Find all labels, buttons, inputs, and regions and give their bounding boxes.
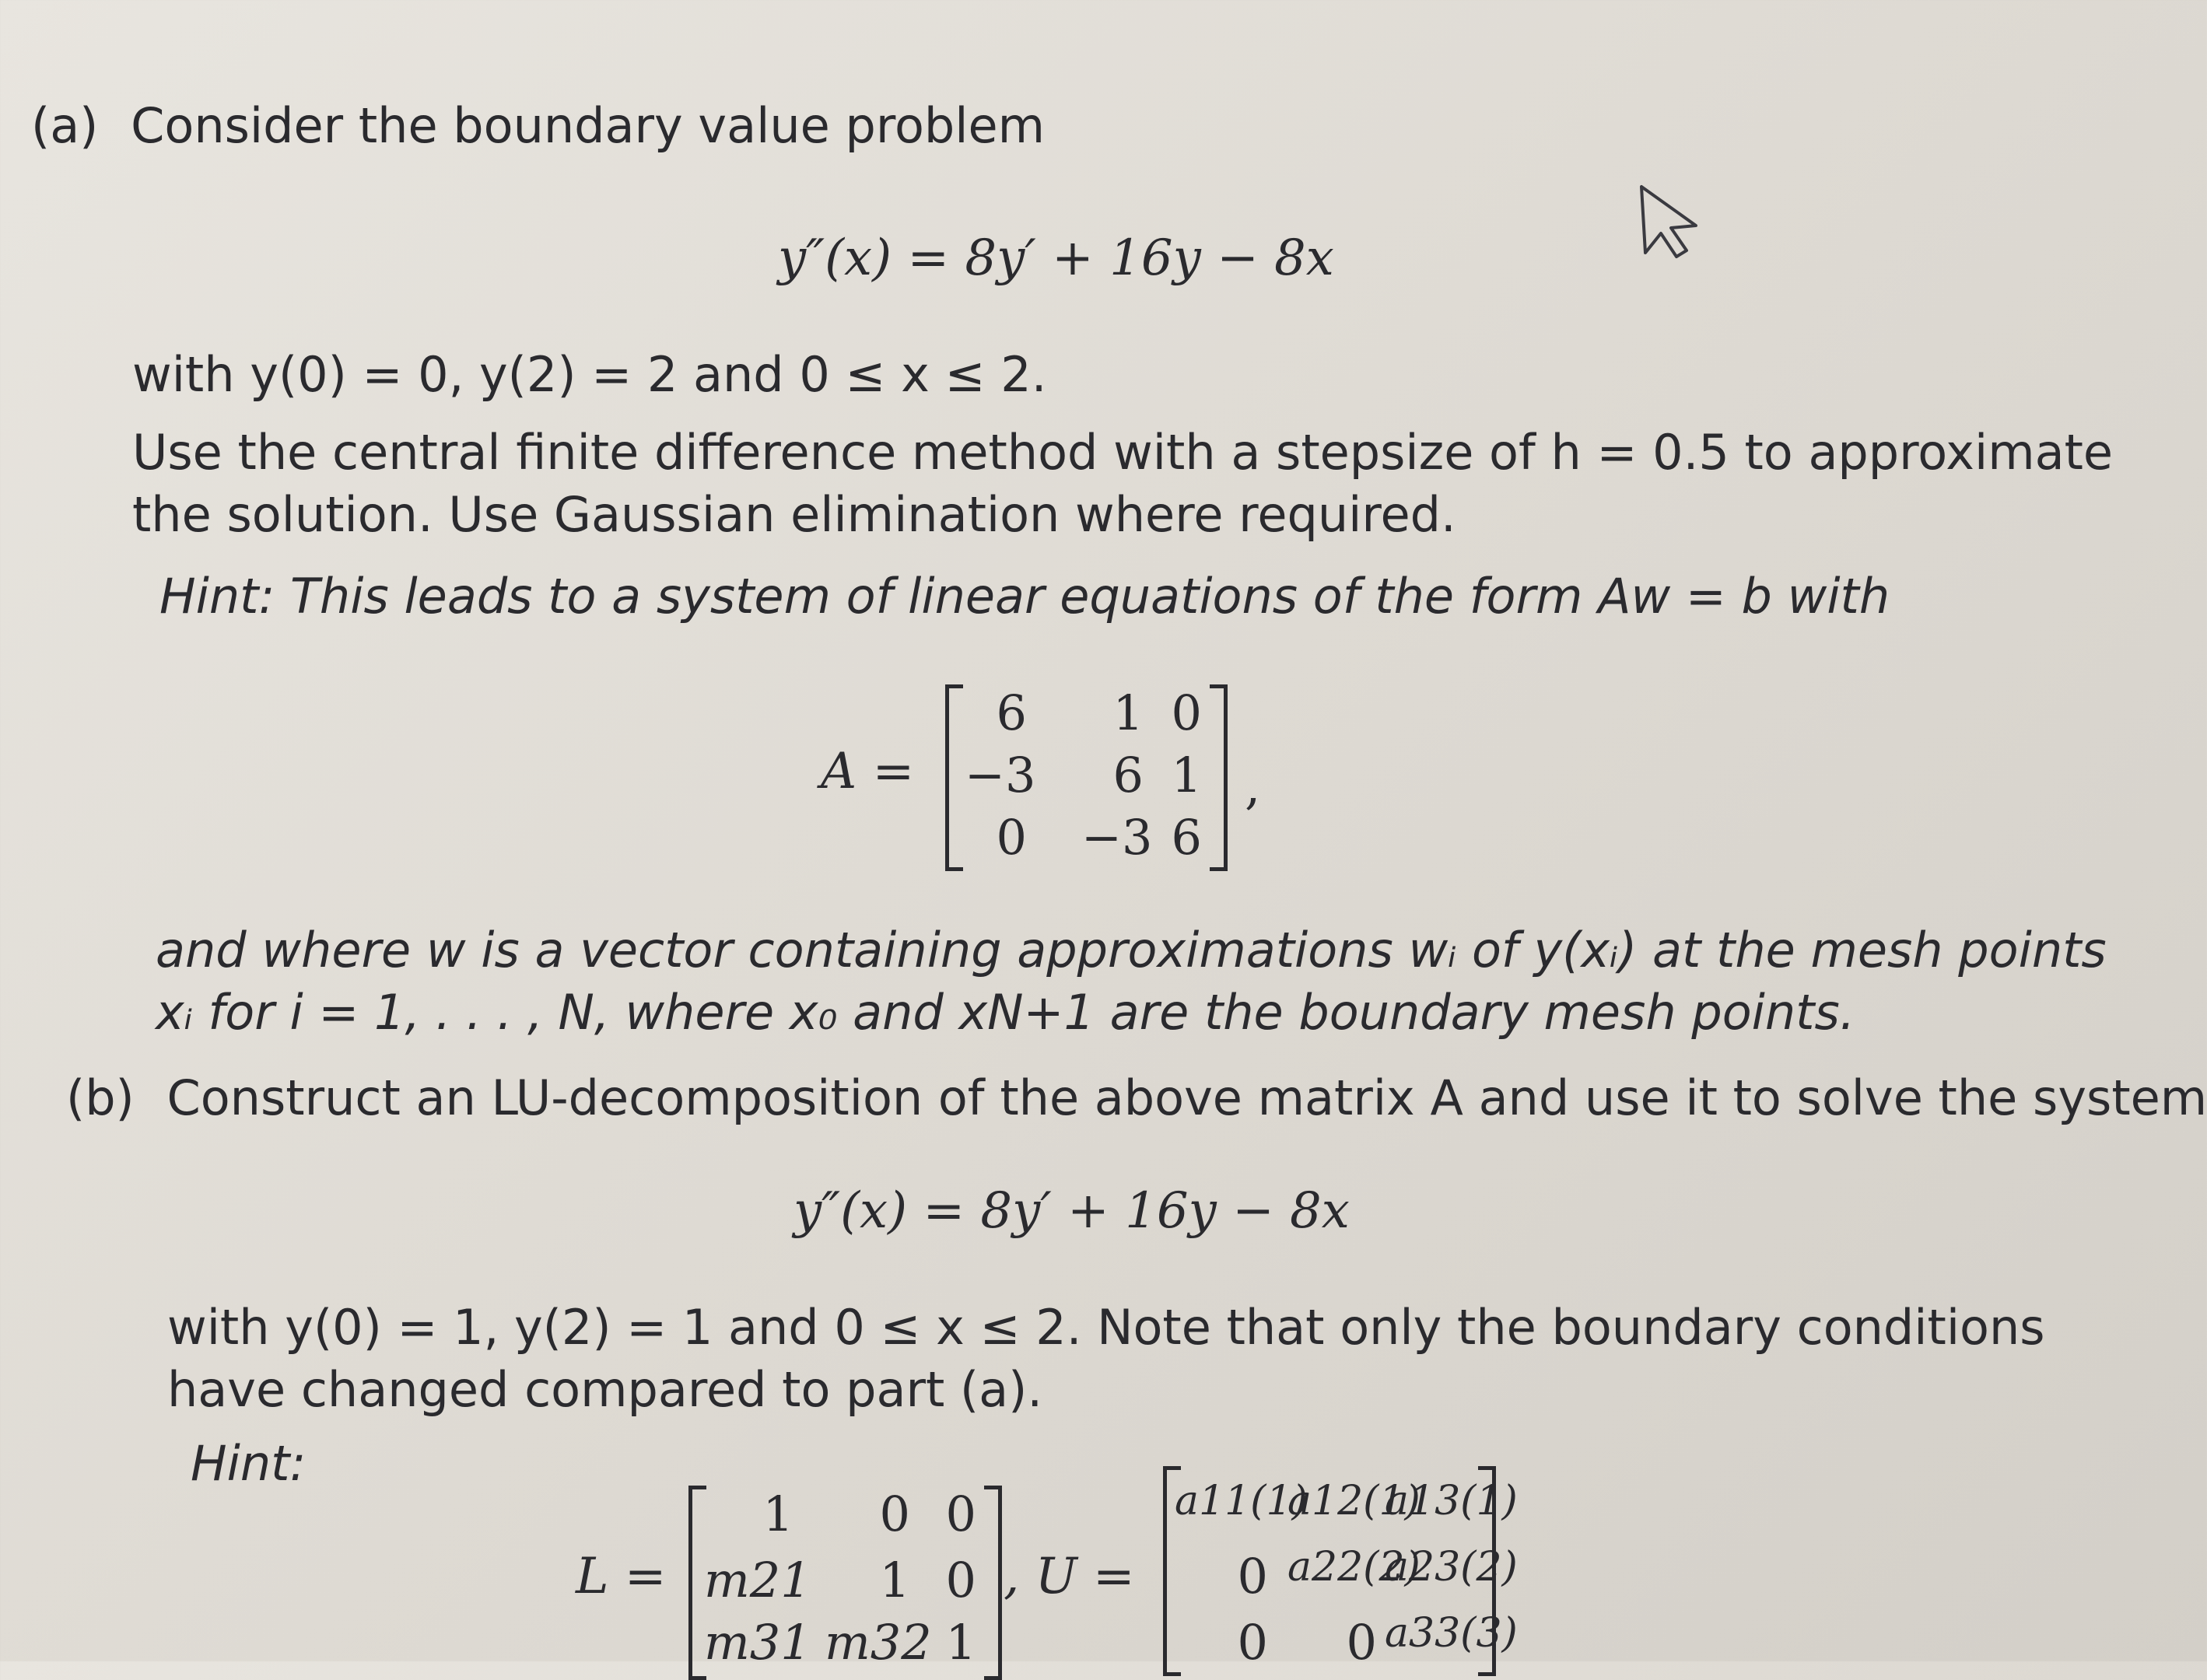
matrix-l-cell: m21 (704, 1552, 811, 1608)
matrix-u-cell: a13(1) (1385, 1478, 1518, 1524)
matrix-l-cell: m31 (704, 1614, 811, 1671)
part-a-hint: Hint: This leads to a system of linear equations of the form Aw = b with (159, 568, 1890, 625)
matrix-u-cell: a33(3) (1385, 1610, 1518, 1657)
part-b-conditions-line2: have changed compared to part (a). (167, 1361, 1043, 1418)
matrix-l-cell: 0 (945, 1486, 976, 1542)
matrix-u-cell: a11(1) (1175, 1478, 1308, 1524)
matrix-a-comma: , (1245, 758, 1261, 816)
matrix-l-right-bracket (984, 1486, 1002, 1680)
matrix-a-cell: 1 (1112, 684, 1144, 741)
part-a-where-line2: xᵢ for i = 1, . . . , N, where x₀ and xN+1 are the boundary mesh points. (156, 984, 1855, 1041)
matrix-l-label: L = (576, 1548, 667, 1605)
matrix-a-cell: −3 (965, 747, 1036, 803)
matrix-u-label: , U = (1004, 1548, 1135, 1605)
part-a-intro: Consider the boundary value problem (131, 97, 1046, 154)
matrix-a-cell: 6 (996, 684, 1027, 741)
matrix-a-cell: 0 (996, 809, 1027, 866)
matrix-l-cell: 1 (879, 1552, 910, 1608)
matrix-a-cell: 6 (1112, 747, 1144, 803)
matrix-a-cell: 1 (1171, 747, 1202, 803)
matrix-u-cell: 0 (1237, 1548, 1268, 1605)
part-a-label: (a) (31, 97, 99, 154)
matrix-a-label: A = (821, 743, 915, 800)
matrix-u-cell: a12(1) (1287, 1478, 1421, 1524)
matrix-l-cell: 0 (945, 1552, 976, 1608)
part-b-label: (b) (66, 1069, 135, 1126)
matrix-a-cell: 6 (1171, 809, 1202, 866)
matrix-a-cell: −3 (1081, 809, 1153, 866)
part-b-intro: Construct an LU-decomposition of the above matrix A and use it to solve the system (166, 1069, 2207, 1126)
matrix-a-right-bracket (1210, 684, 1228, 871)
part-a-where-line1: and where w is a vector containing approximations wᵢ of y(xᵢ) at the mesh points (156, 922, 2107, 978)
part-b-conditions-line1: with y(0) = 1, y(2) = 1 and 0 ≤ x ≤ 2. Note that only the boundary conditions (167, 1299, 2045, 1356)
part-a-heading (31, 97, 1045, 154)
matrix-l-cell: m32 (825, 1614, 932, 1671)
matrix-u-cell: a23(2) (1385, 1544, 1518, 1591)
part-a-equation: y″(x) = 8y′ + 16y − 8x (778, 229, 1334, 287)
matrix-a-left-bracket (945, 684, 963, 871)
matrix-a-cell: 0 (1171, 684, 1202, 741)
matrix-u-cell: 0 (1346, 1614, 1377, 1671)
part-b-hint: Hint: (191, 1435, 307, 1492)
part-b-heading (66, 1069, 2207, 1126)
mouse-pointer-icon (1634, 179, 1704, 264)
matrix-l-cell: 1 (945, 1614, 976, 1671)
matrix-l-cell: 1 (762, 1486, 793, 1542)
matrix-u-cell: 0 (1237, 1614, 1268, 1671)
matrix-l-cell: 0 (879, 1486, 910, 1542)
part-a-instruction-line1: Use the central finite difference method with a stepsize of h = 0.5 to approximate (132, 424, 2114, 481)
part-b-equation: y″(x) = 8y′ + 16y − 8x (793, 1182, 1350, 1240)
part-a-conditions: with y(0) = 0, y(2) = 2 and 0 ≤ x ≤ 2. (132, 346, 1047, 403)
matrix-u-cell: a22(2) (1287, 1544, 1421, 1591)
part-a-instruction-line2: the solution. Use Gaussian elimination where required. (132, 486, 1456, 543)
